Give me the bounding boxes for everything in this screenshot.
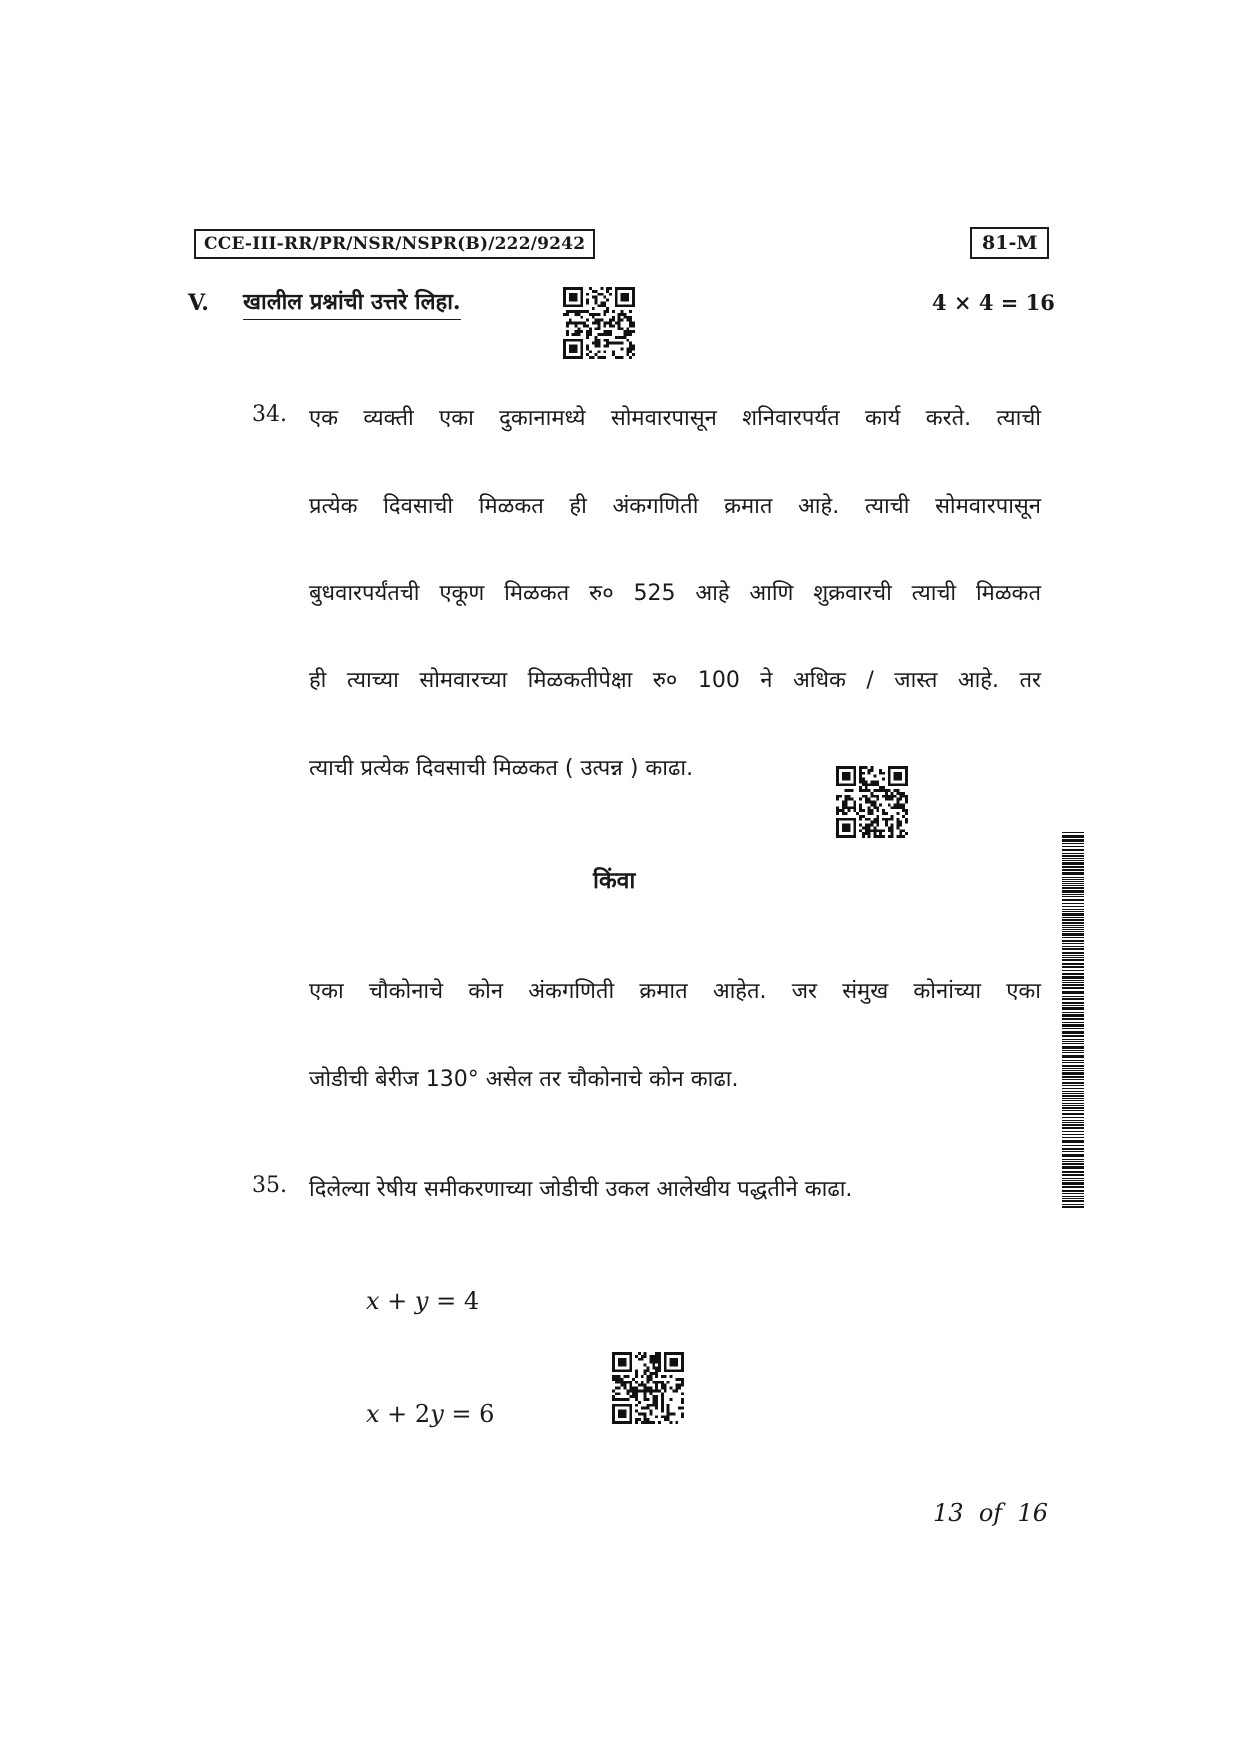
paper-code: 81-M	[970, 227, 1049, 259]
question-34-line: प्रत्येक दिवसाची मिळकत ही अंकगणिती क्रमात आहे. त्याची सोमवारपासून	[309, 494, 1041, 519]
section-marks: 4 × 4 = 16	[932, 290, 1055, 315]
page-number: 13 of 16	[933, 1499, 1048, 1527]
section-title: खालील प्रश्नांची उत्तरे लिहा.	[243, 286, 461, 320]
question-35-number: 35.	[252, 1173, 287, 1198]
qr-code-icon	[612, 1352, 684, 1424]
question-35-text: दिलेल्या रेषीय समीकरणाच्या जोडीची उकल आलेखीय पद्धतीने काढा.	[309, 1177, 853, 1202]
qr-code-icon	[563, 287, 635, 359]
question-34-number: 34.	[252, 402, 287, 427]
question-34-line: एक व्यक्ती एका दुकानामध्ये सोमवारपासून शनिवारपर्यंत कार्य करते. त्याची	[309, 406, 1041, 431]
question-34-alt-line: जोडीची बेरीज 130° असेल तर चौकोनाचे कोन काढा.	[309, 1067, 739, 1092]
barcode-icon	[1062, 832, 1084, 1208]
qr-code-icon	[836, 766, 908, 838]
question-34-line: त्याची प्रत्येक दिवसाची मिळकत ( उत्पन्न ) काढा.	[309, 756, 694, 781]
or-label: किंवा	[593, 868, 636, 894]
section-number: V.	[188, 290, 209, 316]
question-34-alt-line: एका चौकोनाचे कोन अंकगणिती क्रमात आहेत. जर संमुख कोनांच्या एका	[309, 979, 1041, 1004]
equation-1: x + y = 4	[366, 1287, 480, 1315]
equation-2: x + 2y = 6	[366, 1400, 495, 1428]
question-34-line: ही त्याच्या सोमवारच्या मिळकतीपेक्षा रु० 100 ने अधिक / जास्त आहे. तर	[309, 668, 1041, 693]
document-code: CCE-III-RR/PR/NSR/NSPR(B)/222/9242	[194, 229, 595, 259]
question-34-line: बुधवारपर्यंतची एकूण मिळकत रु० 525 आहे आणि शुक्रवारची त्याची मिळकत	[309, 581, 1041, 606]
